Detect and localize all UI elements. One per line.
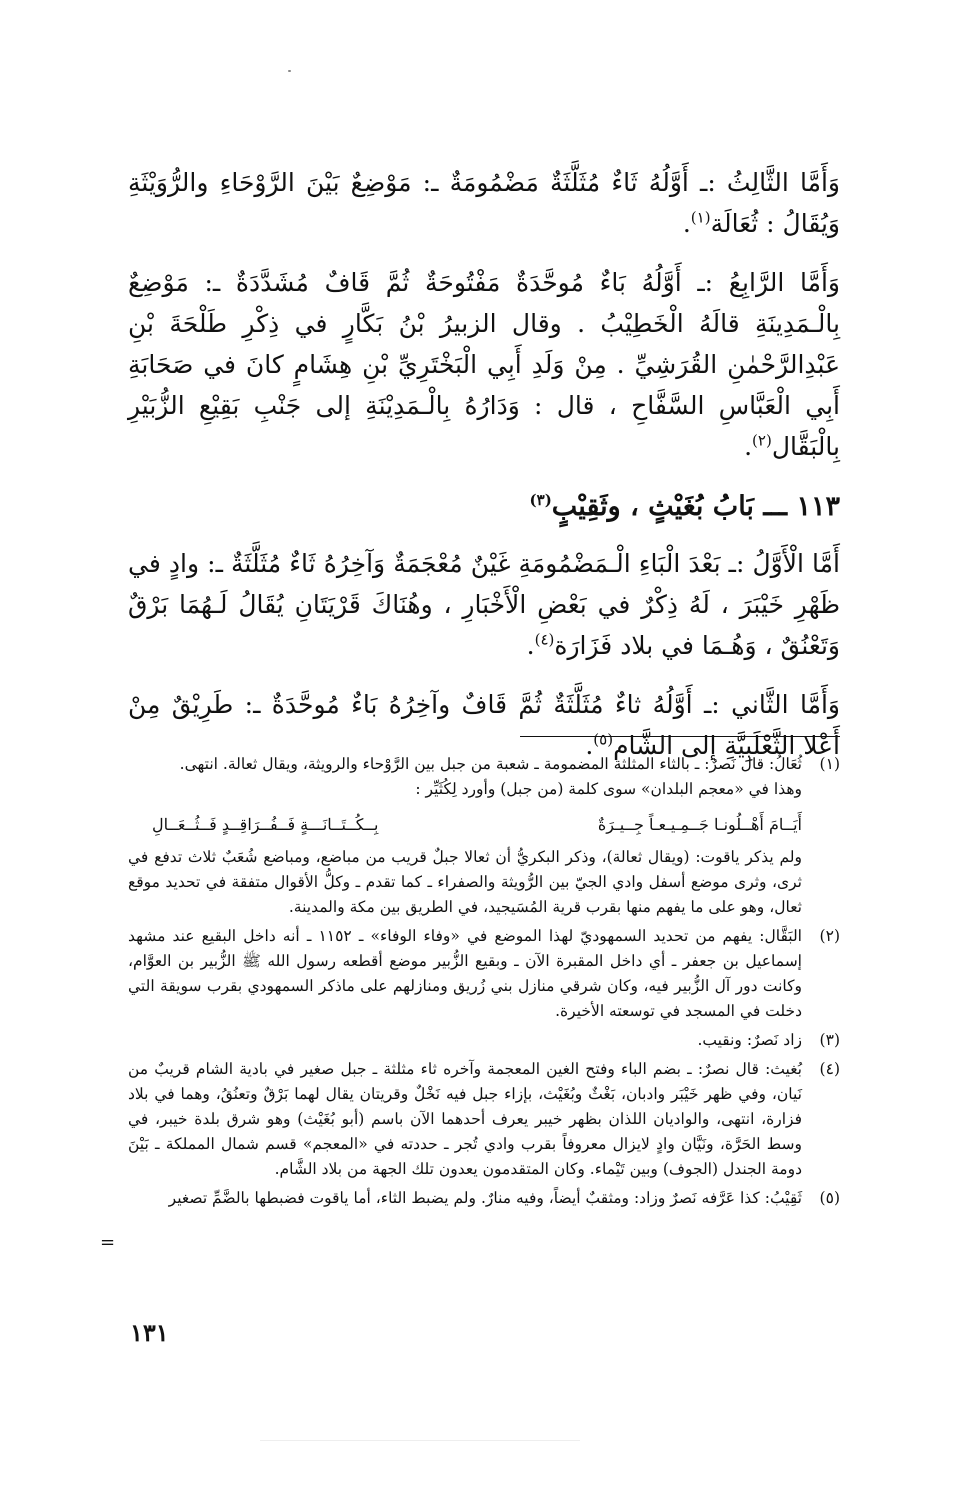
footnote-ref-5[interactable]: (٥) (593, 730, 614, 749)
paragraph-second-end: . (585, 731, 594, 760)
footnote-5 (128, 1186, 840, 1211)
footnote-line: ثُعَالُ: قال نَصرٌ: ـ بالثاء المثلثة المضمومة ـ شعبة من جبل بين الرَّوْحاء والرويثة، ويقال ثعالة. انتهى. (179, 755, 802, 773)
paragraph-fourth (128, 262, 840, 467)
chapter-title: ١١٣ ـــ بَابُ بُغَيْثٍ ، وثَقِيْبٍ (551, 491, 840, 522)
footnote-divider (520, 736, 840, 737)
footnote-number: (٥) (819, 1189, 840, 1207)
footnote-1 (128, 752, 840, 920)
page-number: ١٣١ (130, 1318, 169, 1347)
footnote-ref-4[interactable]: (٤) (534, 630, 555, 649)
footnote-number: (٤) (819, 1060, 840, 1078)
footnote-number: (١) (819, 755, 840, 773)
scan-edge-line (260, 1440, 580, 1441)
footnote-line: وهذا في «معجم البلدان» سوى كلمة (من جبل) وأورد لِكُثَيِّر : (415, 780, 802, 798)
paragraph-second-text: وَأَمَّا الثَّاني :ـ أَوَّلُهُ ثاءٌ مُثَلَّثَةٌ ثُمَّ قَافٌ وآخِرُهُ بَاءٌ مُوحَّدَةٌ ـ: طَرِيْقٌ مِنْ أَعْلا الثَّعْلَبِيَّةِ إلى الشَّام (128, 690, 840, 760)
paragraph-first-end: . (526, 631, 535, 660)
footnote-number: (٢) (819, 927, 840, 945)
paragraph-third-text: وَأَمَّا الثَّالِثُ :ـ أَوَّلُهُ ثَاءٌ مُثَلَّثَةٌ مَضْمُومَةٌ ـ: مَوْضِعٌ بَيْنَ الرَّوْحَاءِ والرُّوَيْثَةِ وَيُقَالُ : ثُعَالَة (128, 168, 840, 238)
poem-verse (128, 812, 802, 837)
footnote-body: البَقَّال: يفهم من تحديد السمهوديّ لهذا الموضع في «وفاء الوفاء» ـ ١١٥٢ ـ أنه داخل البقيع عند مشهد إسماعيل بن جعفر ـ أي داخل المقبرة الآن ـ وبقيع الزُّبير موضع أقطعه رسول الله ﷺ الزُّبير بن العوَّام، وكانت دور آل الزُّبير فيه، وكان شرقي منازل بني زُريق ومنازلهم على ماذكر السمهودي بقرب سويقة التي دخلت في المسجد في توسعته الأخيرة. (128, 927, 802, 1020)
footnote-body: زاد نَصرٌ: ونقيب. (697, 1031, 802, 1049)
footnote-ref-2[interactable]: (٢) (752, 431, 772, 450)
footnote-number: (٣) (819, 1031, 840, 1049)
chapter-heading (128, 487, 840, 527)
footnote-2 (128, 924, 840, 1024)
footnote-ref-3[interactable]: (٣) (529, 491, 552, 509)
footnote-body (128, 752, 802, 920)
main-text (128, 162, 840, 784)
footnote-line: ولم يذكر ياقوت: (ويقال ثعالة)، وذكر البكريُّ أن ثعالا جبلٌ قريب من مباضع، ومباضع شُعَبٌ ثلاث تدفع في ثرى، وثرى موضع أسفل وادي الجيّ بين الرُّويثة والصفراء ـ كما تقدم ـ وكلُّ الأقوال متفقة في تحديد موقع ثعال، وهو على ما يفهم منها بقرب قرية المُسَيجيد، في الطريق بين مكة والمدينة. (128, 848, 802, 916)
paragraph-first-text: أَمَّا الْأَوَّلُ :ـ بَعْدَ الْبَاءِ الْـمَضْمُومَةِ غَيْنٌ مُعْجَمَةٌ وَآخِرُهُ ثَاءٌ مُثَلَّثَةٌ ـ: وادٍ في ظَهْرِ خَيْبَرَ ، لَهُ ذِكْرٌ في بَعْضِ الْأَخْبَارِ ، وهُنَاكَ قَرْيَتَانِ يُقَالُ لَـهُمَا بَرْقٌ وَتَعْنُقٌ ، وَهُـمَا في بلاد فَزَارَة (128, 549, 840, 660)
footnotes (128, 752, 840, 1215)
paragraph-fourth-text: وَأَمَّا الرَّابِعُ :ـ أَوَّلُهُ بَاءٌ مُوحَّدَةٌ مَفْتُوحَةٌ ثُمَّ قَافٌ مُشَدَّدَةٌ ـ: مَوْضِعٌ بِالْـمَدِينَةِ قالَهُ الْخَطِيْبُ . وقال الزبيرُ بْنُ بَكَّارٍ في ذِكْرِ طَلْحَةَ بْنِ عَبْدِالرَّحْمٰنِ القُرَشِيِّ . مِنْ وَلَدِ أَبِي الْبَخْتَرِيِّ بْنِ هِشَامٍ كانَ في صَحَابَةِ أَبِي الْعَبَّاسِ السَّفَّاحِ ، قال : وَدَارُهُ بِالْـمَدِيْنَةِ إلى جَنْبِ بَقِيْعِ الزُّبَيْرِ بِالْبَقَّال (128, 268, 840, 461)
paragraph-first (128, 543, 840, 666)
footnote-4 (128, 1057, 840, 1182)
footnote-body: بُغيث: قال نصرٌ: ـ بضم الباء وفتح الغين المعجمة وآخره ثاء مثلثة ـ جبل صغير في بادية الشام قريبٌ من نَيان، وفي ظهر خَيْبَر وادبان، بَغْثٌ وبُغَيْث، بإزاء جبل فيه نَخْلٌ وقريتان يقال لهما بَرْقٌ وتعنُقُ، وهما في بلاد فزارة، انتهى، والواديان اللذان بظهر خيبر يعرف أحدهما الآن باسم (أبو بُغَيْث) وهو شرق بلدة خيبر، في وسط الحَرَّة، ونَيَّان وادٍ لايزال معروفاً بقرب وادي تُجر ـ حددته في «المعجم» قسم شمال المملكة ـ بَيْنَ دومة الجندل (الجوف) وبين تَيْماء. وكان المتقدمون يعدون تلك الجهة من بلاد الشَّام. (128, 1060, 802, 1178)
scan-speck (288, 70, 291, 72)
verse-second-hemistich: بِــكُــتَــانَـــةٍ فَــفُــرَاقِــدٍ فَــثُــعَــالِ (152, 815, 379, 834)
verse-first-hemistich: أَيَــامَ أَهْــلُونـا جَــمِـيـعـاً جِــيـرَةٌ (597, 815, 802, 834)
paragraph-third (128, 162, 840, 244)
footnote-ref-1[interactable]: (١) (690, 208, 711, 227)
footnote-3 (128, 1028, 840, 1053)
paragraph-third-end: . (682, 209, 691, 238)
continuation-mark: = (100, 1232, 116, 1253)
footnote-body: ثَقِيْبُ: كذا عَرَّفه نَصرٌ وزاد: ومثقبٌ أيضاً، وفيه منارٌ. ولم يضبط الثاء، أما ياقوت فضبطها بالضَّمِّ تصغير (168, 1189, 802, 1207)
paragraph-fourth-end: . (744, 432, 753, 461)
